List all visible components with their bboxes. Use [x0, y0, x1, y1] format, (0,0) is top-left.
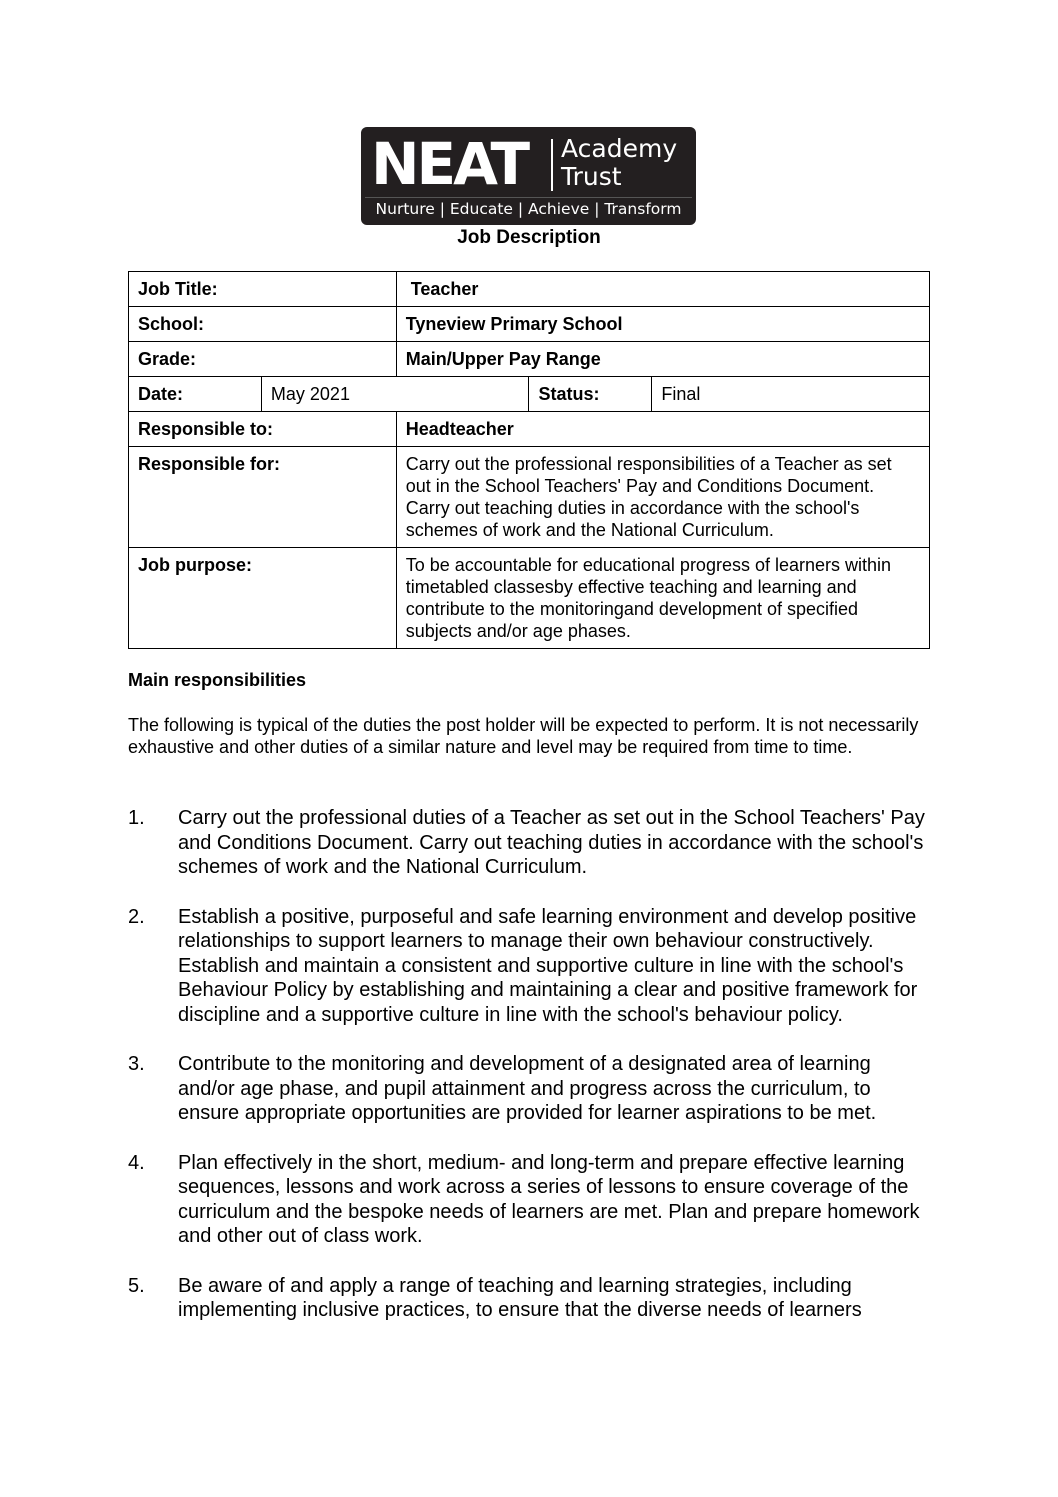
status-value: Final — [652, 377, 930, 412]
logo-strapline: Nurture | Educate | Achieve | Transform — [365, 197, 692, 220]
school-value: Tyneview Primary School — [396, 307, 929, 342]
list-item-number: 2. — [128, 905, 145, 928]
intro-paragraph: The following is typical of the duties the post holder will be expected to perform. It is not necessarily exhaustive and other duties of a similar nature and level may be required from time to time. — [128, 715, 919, 757]
table-row-grade — [129, 342, 930, 377]
list-item-number: 5. — [128, 1274, 145, 1297]
table-row-school — [129, 307, 930, 342]
grade-label: Grade: — [129, 342, 397, 377]
list-item — [128, 1151, 928, 1249]
list-item — [128, 905, 928, 1028]
table-row-job-title — [129, 272, 930, 307]
list-item — [128, 1274, 928, 1323]
responsible-for-label: Responsible for: — [129, 447, 397, 548]
job-title-value: Teacher — [396, 272, 929, 307]
list-item-number: 1. — [128, 807, 145, 829]
grade-value: Main/Upper Pay Range — [396, 342, 929, 377]
job-info-table — [128, 271, 930, 649]
status-label: Status: — [529, 377, 652, 412]
school-label: School: — [129, 307, 397, 342]
neat-academy-trust-logo — [361, 127, 696, 225]
responsible-to-value: Headteacher — [396, 412, 929, 447]
date-value: May 2021 — [261, 377, 529, 412]
logo-line-academy: Academy — [561, 134, 678, 163]
logo-line-trust: Trust — [561, 162, 622, 191]
list-item-number: 4. — [128, 1151, 145, 1174]
responsible-for-value: Carry out the professional responsibilities of a Teacher as set out in the School Teachers' Pay and Conditions Document. Carry out teaching duties in accordance with the school's schemes of work and the National Curriculum. — [396, 447, 929, 548]
document-title: Job Description — [457, 227, 601, 248]
list-item-text: Be aware of and apply a range of teaching and learning strategies, including implementing inclusive practices, to ensure that the diverse needs of learners — [178, 1274, 862, 1321]
responsible-to-label: Responsible to: — [129, 412, 397, 447]
table-row-job-purpose — [129, 548, 930, 649]
responsibilities-list — [128, 806, 928, 1348]
logo-brand: NEAT — [371, 130, 528, 198]
list-item-text: Carry out the professional duties of a Teacher as set out in the School Teachers' Pay and Conditions Document. Carry out teaching duties in accordance with the school's schemes of work and the National Curriculum. — [178, 807, 925, 878]
list-item — [128, 1052, 928, 1126]
section-title-main-responsibilities: Main responsibilities — [128, 670, 307, 690]
date-label: Date: — [129, 377, 262, 412]
list-item-text: Plan effectively in the short, medium- and long-term and prepare effective learning sequences, lessons and work across a series of lessons to ensure coverage of the curriculum and the bespoke needs of learners are met. Plan and prepare homework and other out of class work. — [178, 1151, 920, 1247]
list-item — [128, 806, 928, 880]
job-title-label: Job Title: — [129, 272, 397, 307]
table-row-date-status — [129, 377, 930, 412]
logo-divider — [551, 139, 553, 191]
list-item-text: Establish a positive, purposeful and safe learning environment and develop positive relationships to support learners to manage their own behaviour constructively. Establish and maintain a consistent and supportive culture in line with the school's Behaviour Policy by establishing and maintaining a clear and positive framework for discipline and a supportive culture in line with the school's behaviour policy. — [178, 905, 918, 1026]
table-row-responsible-for — [129, 447, 930, 548]
job-purpose-label: Job purpose: — [129, 548, 397, 649]
job-purpose-value: To be accountable for educational progress of learners within timetabled classesby effective teaching and learning and contribute to the monitoringand development of specified subjects and/or age phases. — [396, 548, 929, 649]
list-item-text: Contribute to the monitoring and development of a designated area of learning and/or age phase, and pupil attainment and progress across the curriculum, to ensure appropriate opportunities are provided for learner aspirations to be met. — [178, 1053, 877, 1124]
list-item-number: 3. — [128, 1053, 145, 1075]
table-row-responsible-to — [129, 412, 930, 447]
